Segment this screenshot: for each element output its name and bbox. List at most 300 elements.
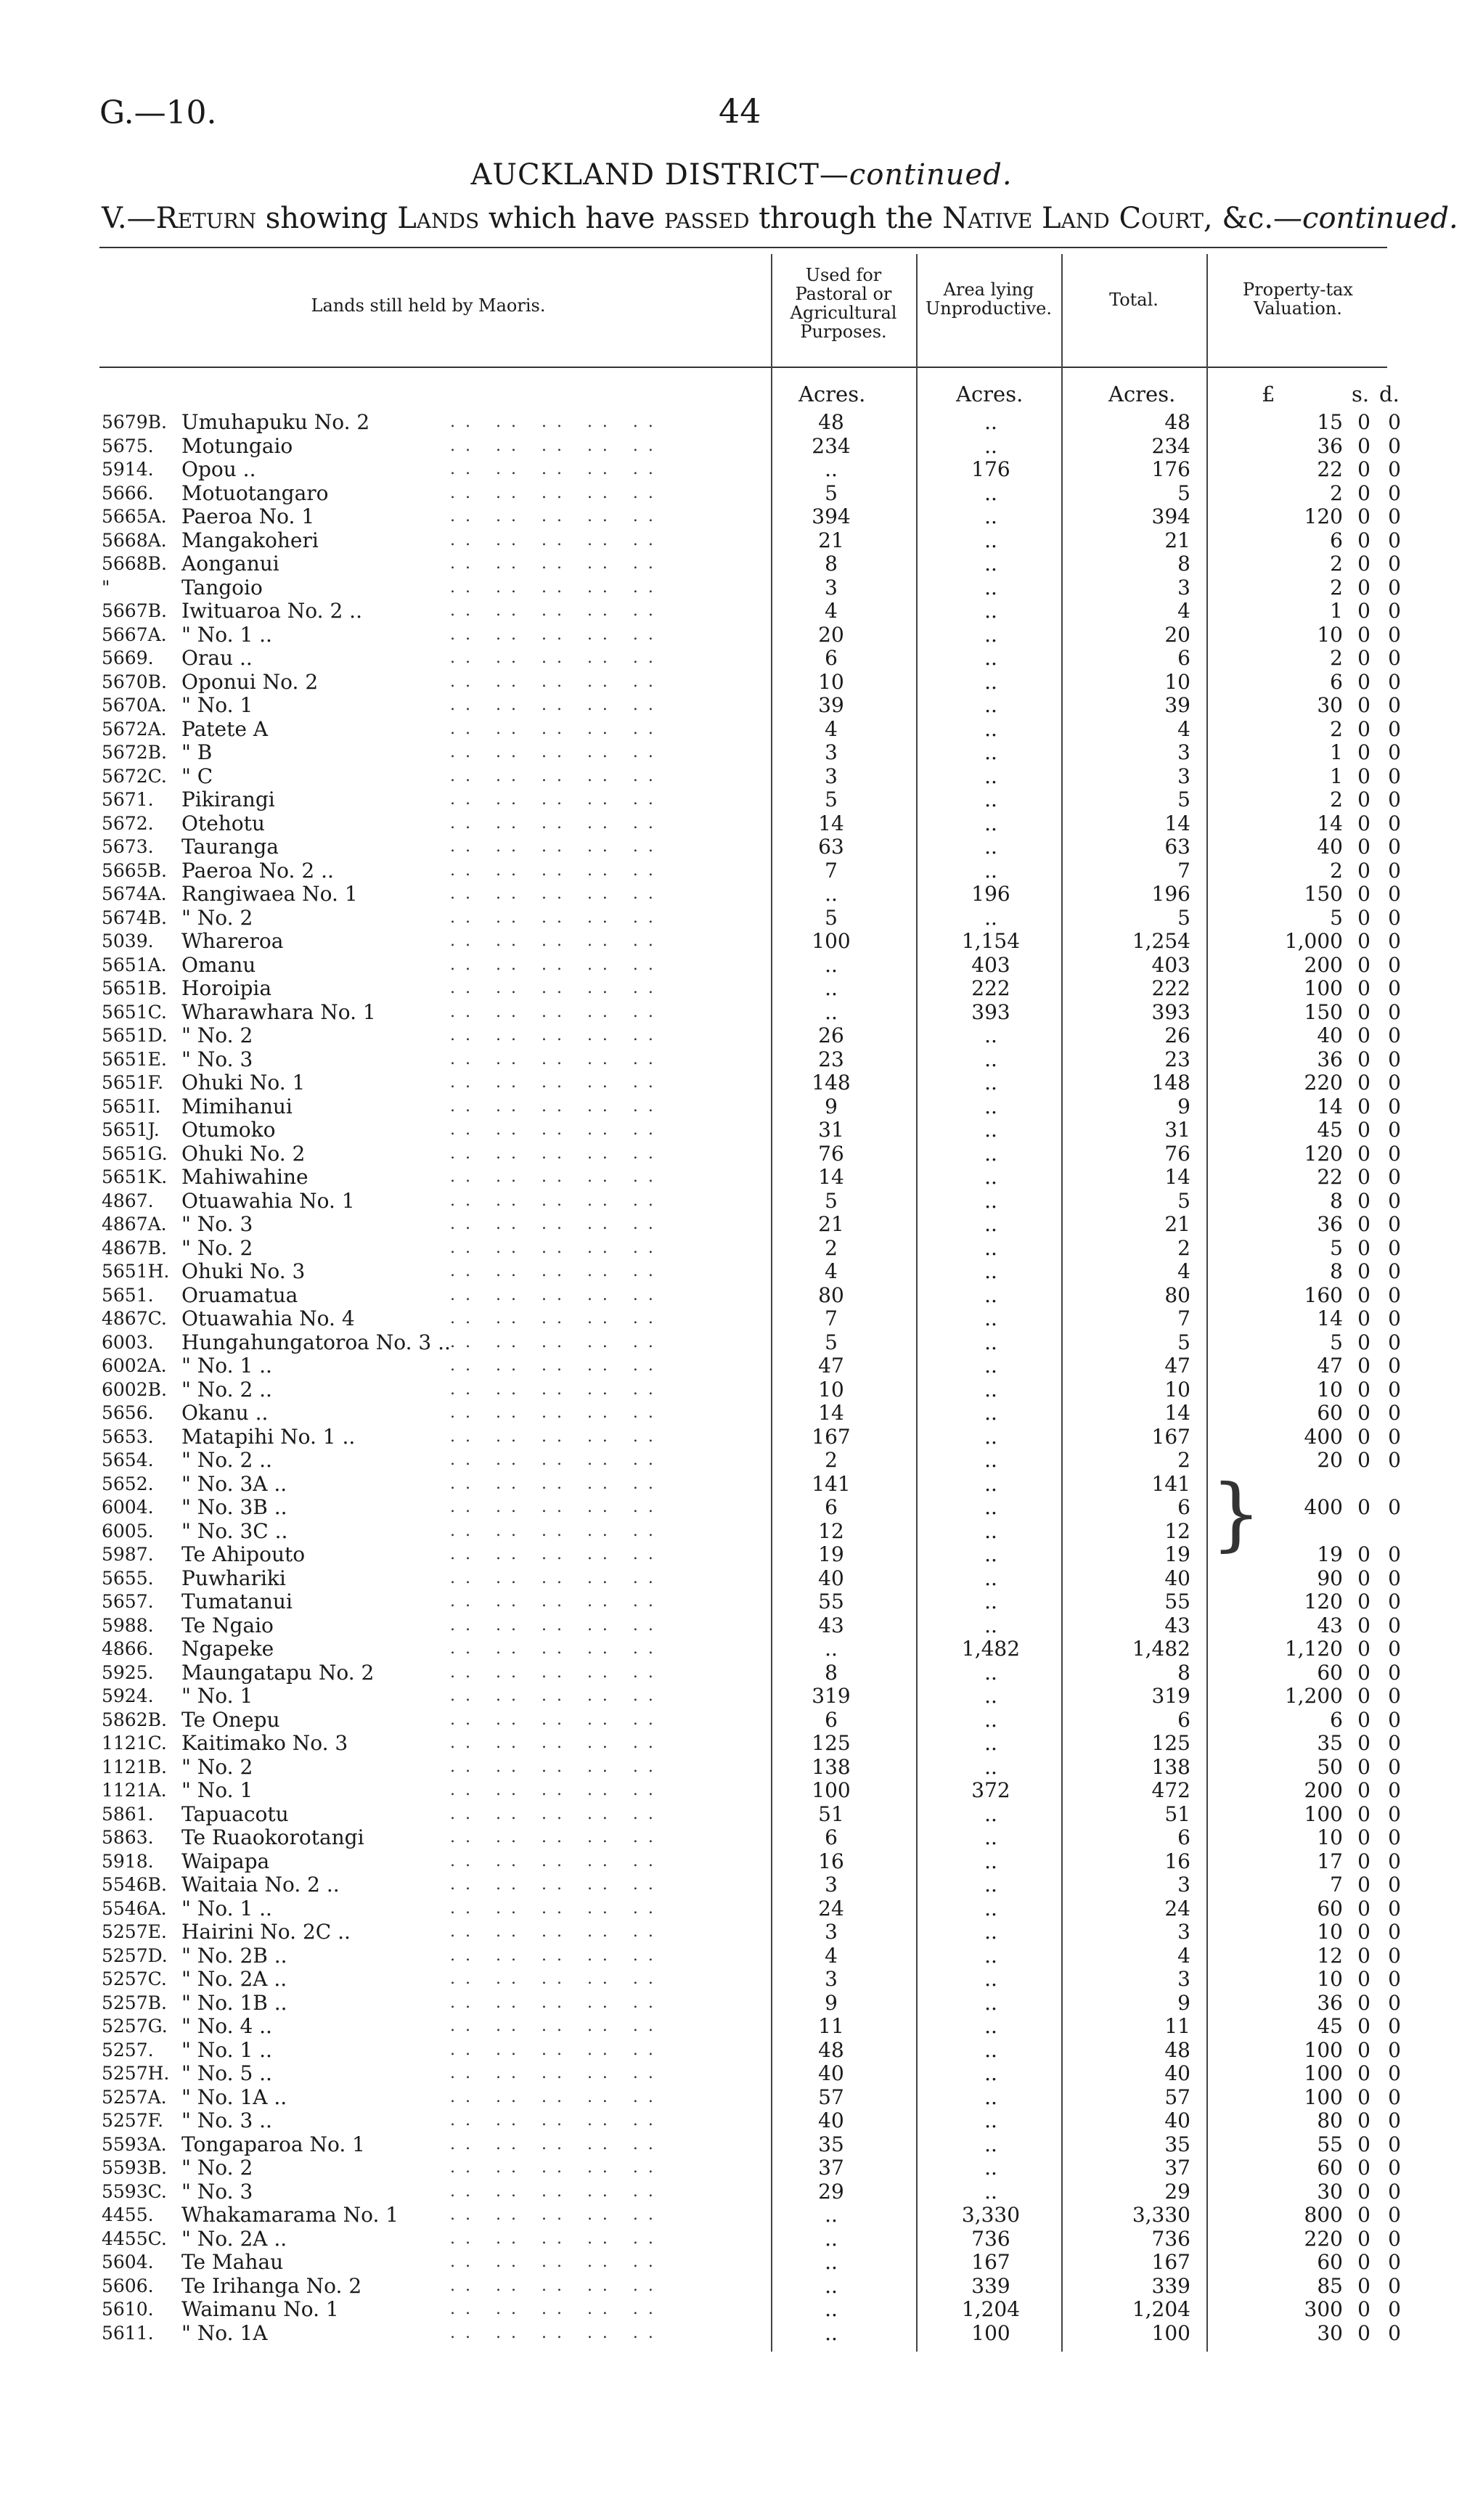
table-row (0, 2086, 1483, 2110)
leader-dots: .. .. .. .. .. (450, 2040, 663, 2059)
valuation-shillings: 0 (1357, 1849, 1370, 1873)
pastoral-acres: 3 (825, 740, 838, 764)
table-row (0, 1142, 1483, 1166)
unproductive-acres: .. (984, 835, 997, 859)
leader-dots: .. .. .. .. .. (450, 2276, 663, 2295)
valuation-pounds: 400 (1304, 1495, 1343, 1519)
unproductive-acres: 100 (971, 2320, 1010, 2345)
valuation-pounds: 30 (1317, 693, 1343, 717)
land-name: Aonganui (181, 552, 279, 576)
table-row (0, 1920, 1483, 1944)
valuation-shillings: 0 (1357, 1637, 1370, 1661)
total-acres: 196 (1151, 882, 1190, 906)
land-name: Waimanu No. 1 (181, 2297, 339, 2321)
land-code: 5672. (102, 812, 154, 834)
table-row (0, 835, 1483, 859)
valuation-pence: 0 (1388, 575, 1401, 600)
valuation-shillings: 0 (1357, 1778, 1370, 1802)
table-row (0, 1190, 1483, 1214)
unproductive-acres: .. (984, 764, 997, 788)
valuation-shillings: 0 (1357, 528, 1370, 552)
total-acres: 394 (1151, 504, 1190, 528)
total-acres: 4 (1177, 1259, 1190, 1283)
unit-total: Acres. (1108, 382, 1176, 406)
land-name: " No. 3 (181, 2179, 253, 2204)
total-acres: 472 (1151, 1778, 1190, 1802)
leader-dots: .. .. .. .. .. (450, 1073, 663, 1092)
unproductive-acres: 1,482 (961, 1637, 1021, 1661)
land-code: 5653. (102, 1425, 154, 1447)
valuation-pounds: 10 (1317, 622, 1343, 647)
valuation-pence: 0 (1388, 1707, 1401, 1732)
valuation-pence: 0 (1388, 2226, 1401, 2251)
total-acres: 9 (1177, 1094, 1190, 1118)
land-code: 5665A. (102, 506, 167, 527)
unproductive-acres: .. (984, 788, 997, 811)
pastoral-acres: 76 (818, 1141, 844, 1166)
valuation-shillings: 0 (1357, 811, 1370, 835)
valuation-pence: 0 (1388, 740, 1401, 764)
leader-dots: .. .. .. .. .. (450, 2135, 663, 2153)
land-code: 5861. (102, 1803, 154, 1825)
valuation-pounds: 7 (1330, 1873, 1343, 1897)
unproductive-acres: .. (984, 1943, 997, 1968)
leader-dots: .. .. .. .. .. (450, 1923, 663, 1941)
valuation-pence: 0 (1388, 952, 1401, 977)
leader-dots: .. .. .. .. .. (450, 1451, 663, 1469)
valuation-shillings: 0 (1357, 1377, 1370, 1402)
land-code: 5651H. (102, 1261, 170, 1282)
unproductive-acres: .. (984, 528, 997, 552)
leader-dots: .. .. .. .. .. (450, 1380, 663, 1399)
table-row (0, 788, 1483, 812)
land-name: Paeroa No. 1 (181, 504, 315, 528)
valuation-pence: 0 (1388, 1306, 1401, 1330)
land-name: Te Onepu (181, 1707, 280, 1732)
land-name: " No. 1 .. (181, 1354, 272, 1378)
land-code: 5670A. (102, 695, 167, 716)
land-name: Te Ngaio (181, 1613, 274, 1637)
valuation-pence: 0 (1388, 457, 1401, 481)
table-row (0, 1779, 1483, 1803)
leader-dots: .. .. .. .. .. (450, 1875, 663, 1894)
land-code: 5604. (102, 2251, 154, 2272)
valuation-shillings: 0 (1357, 1047, 1370, 1071)
unproductive-acres: 176 (971, 457, 1010, 481)
total-acres: 40 (1164, 2061, 1190, 2085)
unproductive-acres: .. (984, 2108, 997, 2132)
total-acres: 39 (1164, 693, 1190, 717)
pastoral-acres: 3 (825, 575, 838, 600)
pastoral-acres: 40 (818, 1566, 844, 1590)
table-row (0, 1024, 1483, 1048)
land-code: 6002B. (102, 1378, 167, 1400)
unit-pence: d. (1379, 382, 1400, 406)
unproductive-acres: .. (984, 1118, 997, 1142)
valuation-shillings: 0 (1357, 457, 1370, 481)
land-name: Motungaio (181, 433, 293, 458)
table-row (0, 1661, 1483, 1685)
valuation-pounds: 100 (1304, 2061, 1343, 2085)
unproductive-acres: .. (984, 2037, 997, 2062)
unproductive-acres: .. (984, 599, 997, 623)
total-acres: 2 (1177, 1448, 1190, 1472)
valuation-pounds: 10 (1317, 1920, 1343, 1944)
land-code: 5675. (102, 435, 154, 457)
pastoral-acres: 5 (825, 788, 838, 811)
land-name: " No. 3 (181, 1212, 253, 1236)
leader-dots: .. .. .. .. .. (450, 1144, 663, 1163)
valuation-shillings: 0 (1357, 2226, 1370, 2251)
valuation-pence: 0 (1388, 1047, 1401, 1071)
pastoral-acres: .. (825, 2320, 838, 2345)
leader-dots: .. .. .. .. .. (450, 1640, 663, 1658)
valuation-shillings: 0 (1357, 1707, 1370, 1732)
unproductive-acres: .. (984, 1967, 997, 1991)
unproductive-acres: 372 (971, 1778, 1010, 1802)
table-row (0, 812, 1483, 836)
land-name: " No. 2 (181, 905, 253, 930)
land-name: Paeroa No. 2 .. (181, 858, 334, 883)
leader-dots: .. .. .. .. .. (450, 1521, 663, 1540)
valuation-pence: 0 (1388, 1778, 1401, 1802)
valuation-shillings: 0 (1357, 1801, 1370, 1826)
land-name: Wharawhara No. 1 (181, 999, 376, 1024)
unproductive-acres: .. (984, 480, 997, 505)
pastoral-acres: 2 (825, 1448, 838, 1472)
leader-dots: .. .. .. .. .. (450, 1285, 663, 1304)
valuation-shillings: 0 (1357, 2179, 1370, 2204)
valuation-pounds: 800 (1304, 2203, 1343, 2227)
land-code: 5863. (102, 1827, 154, 1848)
land-name: Otuawahia No. 1 (181, 1188, 355, 1213)
total-acres: 35 (1164, 2132, 1190, 2156)
land-code: 5257. (102, 2039, 154, 2061)
pastoral-acres: 5 (825, 1330, 838, 1354)
land-code: 5667B. (102, 600, 167, 621)
pastoral-acres: 23 (818, 1047, 844, 1071)
land-code: 4867B. (102, 1237, 167, 1259)
valuation-shillings: 0 (1357, 2203, 1370, 2227)
leader-dots: .. .. .. .. .. (450, 555, 663, 573)
unproductive-acres: .. (984, 1518, 997, 1543)
valuation-pence: 0 (1388, 1873, 1401, 1897)
land-name: Pikirangi (181, 788, 275, 811)
valuation-pence: 0 (1388, 2273, 1401, 2298)
valuation-pounds: 200 (1304, 952, 1343, 977)
pastoral-acres: 35 (818, 2132, 844, 2156)
leader-dots: .. .. .. .. .. (450, 1238, 663, 1257)
total-acres: 55 (1164, 1590, 1190, 1613)
total-acres: 14 (1164, 811, 1190, 835)
valuation-shillings: 0 (1357, 1118, 1370, 1142)
pastoral-acres: 14 (818, 1401, 844, 1425)
pastoral-acres: 12 (818, 1518, 844, 1543)
table-row (0, 1166, 1483, 1190)
land-code: 5656. (102, 1402, 154, 1423)
valuation-pence: 0 (1388, 1801, 1401, 1826)
pastoral-acres: 24 (818, 1896, 844, 1920)
valuation-pence: 0 (1388, 2320, 1401, 2345)
valuation-pounds: 1 (1330, 764, 1343, 788)
valuation-pence: 0 (1388, 1495, 1401, 1519)
leader-dots: .. .. .. .. .. (450, 460, 663, 478)
valuation-shillings: 0 (1357, 858, 1370, 883)
valuation-pounds: 10 (1317, 1825, 1343, 1849)
land-code: 5610. (102, 2299, 154, 2320)
pastoral-acres: 141 (812, 1471, 851, 1496)
unproductive-acres: .. (984, 1165, 997, 1189)
valuation-pence: 0 (1388, 1849, 1401, 1873)
land-code: 6004. (102, 1497, 154, 1518)
unproductive-acres: .. (984, 1448, 997, 1472)
valuation-shillings: 0 (1357, 1282, 1370, 1307)
total-acres: 20 (1164, 622, 1190, 647)
valuation-pounds: 6 (1330, 1707, 1343, 1732)
valuation-pence: 0 (1388, 552, 1401, 576)
valuation-pence: 0 (1388, 1920, 1401, 1944)
leader-dots: .. .. .. .. .. (450, 1309, 663, 1328)
land-code: 5257D. (102, 1944, 168, 1966)
land-name: Ohuki No. 3 (181, 1259, 306, 1283)
total-acres: 5 (1177, 788, 1190, 811)
pastoral-acres: 148 (812, 1071, 851, 1095)
valuation-shillings: 0 (1357, 2061, 1370, 2085)
table-row (0, 2228, 1483, 2251)
table-row (0, 2251, 1483, 2275)
valuation-pounds: 2 (1330, 575, 1343, 600)
unproductive-acres: 167 (971, 2250, 1010, 2274)
unproductive-acres: .. (984, 693, 997, 717)
valuation-pence: 0 (1388, 599, 1401, 623)
valuation-pounds: 47 (1317, 1354, 1343, 1378)
leader-dots: .. .. .. .. .. (450, 1687, 663, 1705)
land-name: Te Ahipouto (181, 1542, 306, 1566)
land-code: 5651G. (102, 1142, 168, 1164)
valuation-pence: 0 (1388, 1424, 1401, 1449)
pastoral-acres: 14 (818, 811, 844, 835)
valuation-pence: 0 (1388, 2132, 1401, 2156)
land-name: " No. 3C .. (181, 1518, 288, 1543)
valuation-pounds: 2 (1330, 552, 1343, 576)
land-code: 4867. (102, 1190, 154, 1211)
land-name: " No. 1A (181, 2320, 268, 2345)
total-acres: 3 (1177, 1920, 1190, 1944)
leader-dots: .. .. .. .. .. (450, 625, 663, 644)
valuation-shillings: 0 (1357, 1188, 1370, 1213)
land-code: 5606. (102, 2275, 154, 2296)
valuation-pounds: 120 (1304, 1590, 1343, 1613)
leader-dots: .. .. .. .. .. (450, 766, 663, 785)
leader-dots: .. .. .. .. .. (450, 2087, 663, 2106)
pastoral-acres: 55 (818, 1590, 844, 1613)
valuation-pounds: 8 (1330, 1188, 1343, 1213)
leader-dots: .. .. .. .. .. (450, 1568, 663, 1587)
leader-dots: .. .. .. .. .. (450, 1121, 663, 1139)
unproductive-acres: .. (984, 1282, 997, 1307)
valuation-pence: 0 (1388, 882, 1401, 906)
unproductive-acres: 736 (971, 2226, 1010, 2251)
land-name: " No. 2A .. (181, 2226, 287, 2251)
valuation-shillings: 0 (1357, 433, 1370, 458)
pastoral-acres: 39 (818, 693, 844, 717)
valuation-shillings: 0 (1357, 1754, 1370, 1779)
land-name: " No. 2B .. (181, 1943, 287, 1968)
land-code: 5655. (102, 1567, 154, 1589)
land-name: Ohuki No. 2 (181, 1141, 306, 1166)
land-name: Hungahungatoroa No. 3 .. (181, 1330, 451, 1354)
valuation-pence: 0 (1388, 1212, 1401, 1236)
valuation-pence: 0 (1388, 1188, 1401, 1213)
table-row (0, 1354, 1483, 1378)
pastoral-acres: 9 (825, 1094, 838, 1118)
land-code: 5651I. (102, 1095, 161, 1117)
pastoral-acres: 394 (812, 504, 851, 528)
unproductive-acres: .. (984, 504, 997, 528)
table-row (0, 2133, 1483, 2157)
leader-dots: .. .. .. .. .. (450, 696, 663, 714)
pastoral-acres: 16 (818, 1849, 844, 1873)
valuation-pounds: 35 (1317, 1731, 1343, 1755)
pastoral-acres: .. (825, 2203, 838, 2227)
pastoral-acres: 234 (812, 433, 851, 458)
unproductive-acres: .. (984, 1212, 997, 1236)
land-code: 5651A. (102, 954, 167, 975)
valuation-pounds: 15 (1317, 410, 1343, 434)
land-code: 5672A. (102, 718, 167, 740)
valuation-shillings: 0 (1357, 1212, 1370, 1236)
land-name: " B (181, 740, 213, 764)
leader-dots: .. .. .. .. .. (450, 1545, 663, 1563)
leader-dots: .. .. .. .. .. (450, 814, 663, 832)
valuation-shillings: 0 (1357, 1590, 1370, 1613)
header-total: Total. (1109, 290, 1159, 310)
unproductive-acres: .. (984, 740, 997, 764)
total-acres: 40 (1164, 1566, 1190, 1590)
land-name: Orau .. (181, 646, 253, 670)
valuation-shillings: 0 (1357, 1259, 1370, 1283)
table-row (0, 1001, 1483, 1025)
total-acres: 3 (1177, 764, 1190, 788)
table-row (0, 1637, 1483, 1661)
total-acres: 11 (1164, 2014, 1190, 2038)
unproductive-acres: .. (984, 1613, 997, 1637)
table-row (0, 883, 1483, 907)
valuation-pence: 0 (1388, 1943, 1401, 1968)
unproductive-acres: .. (984, 1590, 997, 1613)
pastoral-acres: 57 (818, 2085, 844, 2109)
land-code: 5669. (102, 647, 154, 668)
valuation-pounds: 2 (1330, 858, 1343, 883)
unproductive-acres: .. (984, 1094, 997, 1118)
land-name: Motuotangaro (181, 480, 329, 505)
valuation-pounds: 19 (1317, 1542, 1343, 1566)
total-acres: 4 (1177, 716, 1190, 741)
unproductive-acres: .. (984, 2156, 997, 2180)
unit-pastoral: Acres. (798, 382, 866, 406)
total-acres: 403 (1151, 952, 1190, 977)
leader-dots: .. .. .. .. .. (450, 436, 663, 455)
valuation-pounds: 36 (1317, 1212, 1343, 1236)
table-row (0, 2204, 1483, 2228)
valuation-pence: 0 (1388, 811, 1401, 835)
valuation-shillings: 0 (1357, 740, 1370, 764)
land-name: " No. 1 .. (181, 2037, 272, 2062)
pastoral-acres: 48 (818, 410, 844, 434)
valuation-pounds: 14 (1317, 1094, 1343, 1118)
valuation-pounds: 14 (1317, 1306, 1343, 1330)
total-acres: 6 (1177, 646, 1190, 670)
valuation-pounds: 10 (1317, 1967, 1343, 1991)
total-acres: 736 (1151, 2226, 1190, 2251)
unproductive-acres: .. (984, 1896, 997, 1920)
land-code: 4867C. (102, 1308, 167, 1329)
valuation-pence: 0 (1388, 1118, 1401, 1142)
valuation-pounds: 43 (1317, 1613, 1343, 1637)
leader-dots: .. .. .. .. .. (450, 1663, 663, 1682)
valuation-shillings: 0 (1357, 2156, 1370, 2180)
land-name: Mangakoheri (181, 528, 319, 552)
unproductive-acres: .. (984, 410, 997, 434)
table-row (0, 1425, 1483, 1449)
valuation-pence: 0 (1388, 1401, 1401, 1425)
valuation-shillings: 0 (1357, 2273, 1370, 2298)
district-heading: AUCKLAND DISTRICT—continued. (470, 158, 1013, 192)
valuation-pence: 0 (1388, 1967, 1401, 1991)
valuation-shillings: 0 (1357, 2037, 1370, 2062)
total-acres: 148 (1151, 1071, 1190, 1095)
land-code: 5925. (102, 1661, 154, 1683)
valuation-pence: 0 (1388, 1094, 1401, 1118)
table-row (0, 1284, 1483, 1308)
valuation-pounds: 40 (1317, 1023, 1343, 1047)
valuation-pence: 0 (1388, 1896, 1401, 1920)
unproductive-acres: .. (984, 1707, 997, 1732)
valuation-pence: 0 (1388, 1590, 1401, 1613)
return-subtitle: V.—Return showing Lands which have passed through the Native Land Court, &c.—continued. (102, 202, 1458, 235)
unproductive-acres: .. (984, 1801, 997, 1826)
valuation-shillings: 0 (1357, 1306, 1370, 1330)
valuation-shillings: 0 (1357, 999, 1370, 1024)
valuation-pounds: 6 (1330, 528, 1343, 552)
total-acres: 3 (1177, 1967, 1190, 1991)
land-name: " No. 5 .. (181, 2061, 272, 2085)
leader-dots: .. .. .. .. .. (450, 413, 663, 431)
land-code: 5257A. (102, 2086, 167, 2108)
total-acres: 3 (1177, 1873, 1190, 1897)
pastoral-acres: 6 (825, 1825, 838, 1849)
land-code: 5987. (102, 1544, 154, 1565)
land-name: Patete A (181, 716, 269, 741)
valuation-pounds: 36 (1317, 433, 1343, 458)
unproductive-acres: .. (984, 1471, 997, 1496)
table-row (0, 859, 1483, 883)
valuation-shillings: 0 (1357, 882, 1370, 906)
valuation-pence: 0 (1388, 1023, 1401, 1047)
pastoral-acres: .. (825, 999, 838, 1024)
table-row (0, 1260, 1483, 1284)
table-row (0, 647, 1483, 671)
valuation-pounds: 200 (1304, 1778, 1343, 1802)
pastoral-acres: 4 (825, 1259, 838, 1283)
table-top-rule (99, 247, 1387, 248)
total-acres: 6 (1177, 1495, 1190, 1519)
total-acres: 4 (1177, 599, 1190, 623)
total-acres: 5 (1177, 1330, 1190, 1354)
pastoral-acres: 7 (825, 1306, 838, 1330)
land-code: 5679B. (102, 412, 167, 433)
valuation-pence: 0 (1388, 835, 1401, 859)
